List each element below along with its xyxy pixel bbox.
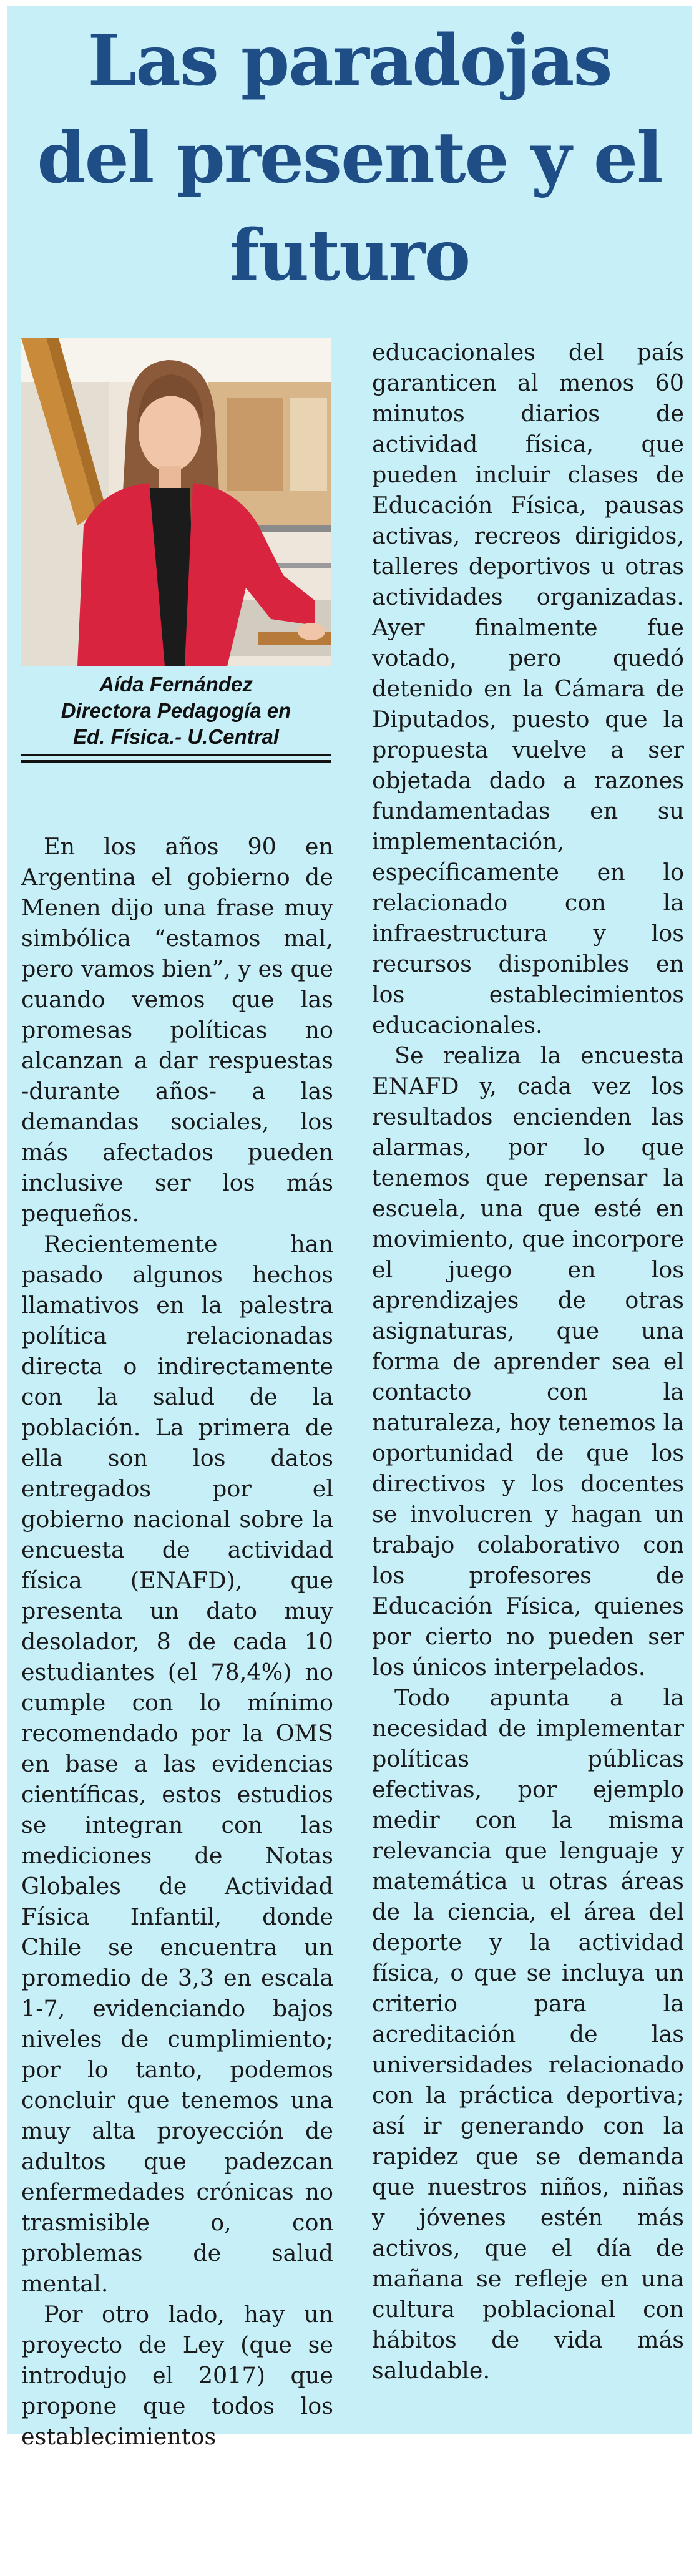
author-photo — [21, 338, 331, 666]
caption-role-line-1: Directora Pedagogía en — [61, 699, 291, 722]
headline-line-2: del presente y el — [37, 117, 662, 199]
body-column-right — [372, 337, 684, 2386]
caption-name: Aída Fernández — [99, 673, 253, 696]
article-panel — [7, 6, 692, 2450]
caption-rule-top — [21, 754, 331, 756]
caption-role-line-2: Ed. Física.- U.Central — [72, 725, 280, 748]
article-headline — [7, 12, 692, 305]
body-paragraph: educacionales del país garanticen al menos 60 minutos diarios de actividad física, que pueden incluir clases de Educación Física, pausas activas, recreos dirigidos, talleres deportivos u otras actividades organizadas. Ayer finalmente fue votado, pero quedó detenido en la Cámara de Diputados, puesto que la propuesta vuelve a ser objetada dado a razones fundamentadas en su implementación, específicamente en lo relacionado con la infraestructura y los recursos disponibles en los establecimientos educacionales. — [372, 339, 684, 1038]
caption-rule-bottom — [21, 760, 331, 763]
body-paragraph: Se realiza la encuesta ENAFD y, cada vez los resultados encienden las alarmas, por lo que tenemos que repensar la escuela, una que esté en movimiento, que incorpore el juego en los aprendizajes de otras asignaturas, que una forma de aprender sea el contacto con la naturaleza, hoy tenemos la oportunidad de que los directivos y los docentes se involucren y hagan un trabajo colaborativo con los profesores de Educación Física, quienes por cierto no pueden ser los únicos interpelados. — [372, 1042, 684, 1681]
body-paragraph: En los años 90 en Argentina el gobierno de Menen dijo una frase muy simbólica “estamos mal, pero vamos bien”, y es que cuando vemos que las promesas políticas no alcanzan a dar respuestas -durante años- a las demandas sociales, los más afectados pueden inclusive ser los más pequeños. — [21, 833, 333, 1227]
photo-caption — [21, 671, 331, 750]
headline-line-3: futuro — [229, 215, 470, 296]
body-column-left — [21, 831, 333, 2452]
headline-line-1: Las paradojas — [87, 20, 612, 102]
body-paragraph: Por otro lado, hay un proyecto de Ley (que se introdujo el 2017) que propone que todos los establecimientos — [21, 2301, 333, 2450]
body-paragraph: Recientemente han pasado algunos hechos llamativos en la palestra política relacionadas directa o indirectamente con la salud de la población. La primera de ella son los datos entregados por el gobierno nacional sobre la encuesta de actividad física (ENAFD), que presenta un dato muy desolador, 8 de cada 10 estudiantes (el 78,4%) no cumple con lo mínimo recomendado por la OMS en base a las evidencias científicas, estos estudios se integran con las mediciones de Notas Globales de Actividad Física Infantil, donde Chile se encuentra un promedio de 3,3 en escala 1-7, evidenciando bajos niveles de cumplimiento; por lo tanto, podemos concluir que tenemos una muy alta proyección de adultos que padezcan enfermedades crónicas no trasmisible o, con problemas de salud mental. — [21, 1231, 333, 2297]
body-paragraph: Todo apunta a la necesidad de implementar políticas públicas efectivas, por ejemplo medir con la misma relevancia que lenguaje y matemática u otras áreas de la ciencia, el área del deporte y la actividad física, o que se incluya un criterio para la acreditación de las universidades relacionado con la práctica deportiva; así ir generando con la rapidez que se demanda que nuestros niños, niñas y jóvenes estén más activos, que el día de mañana se refleje en una cultura poblacional con hábitos de vida más saludable. — [372, 1684, 684, 2384]
